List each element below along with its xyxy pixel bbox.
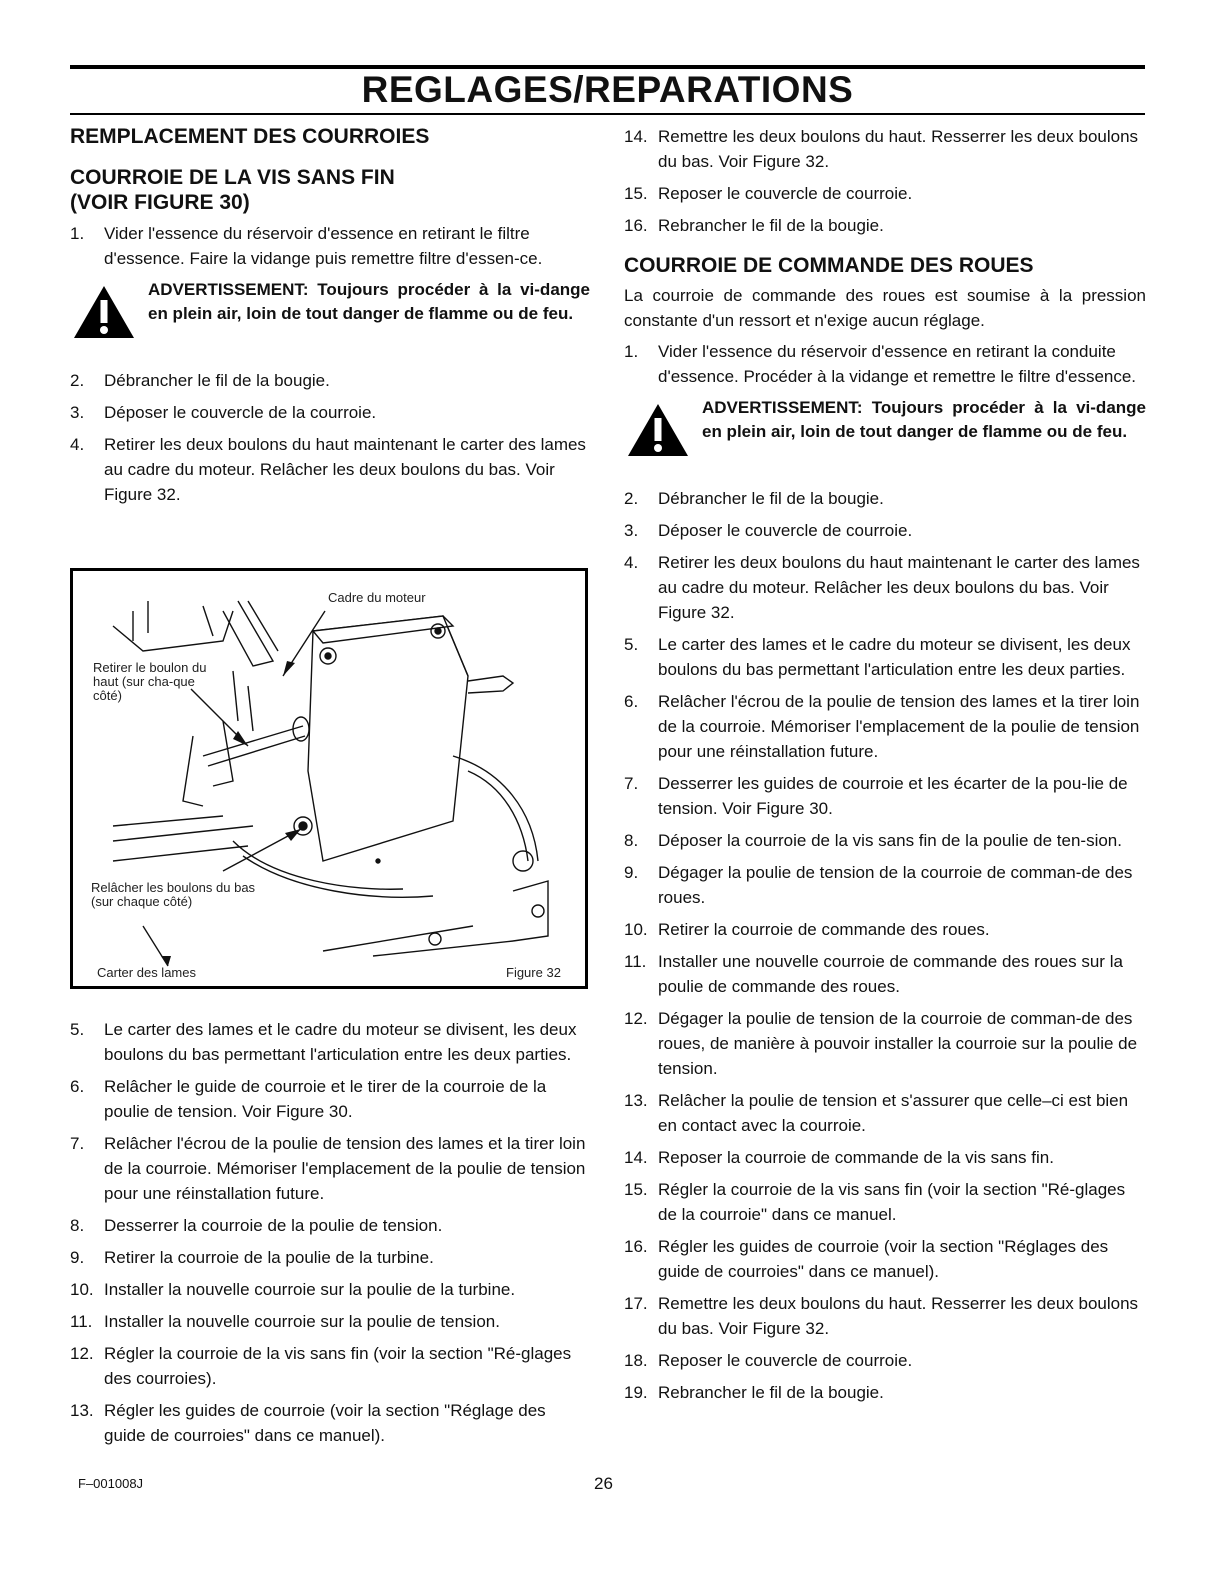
- list-item: [624, 518, 1146, 543]
- figure-number: Figure 32: [506, 965, 561, 980]
- step-text: Desserrer la courroie de la poulie de tension.: [104, 1216, 443, 1235]
- step-text: Remettre les deux boulons du haut. Resserrer les deux boulons du bas. Voir Figure 32.: [658, 127, 1139, 171]
- step-text: Vider l'essence du réservoir d'essence en retirant la conduite d'essence. Procéder à la vidange et remettre le filtre d'essence.: [658, 342, 1137, 386]
- label-relacher-boulons: Relâcher les boulons du bas (sur chaque côté): [91, 880, 256, 909]
- step-number: 9.: [70, 1248, 85, 1267]
- step-number: 7.: [624, 774, 639, 793]
- page-number: 26: [594, 1474, 613, 1493]
- step-text: Installer la nouvelle courroie sur la poulie de tension.: [104, 1312, 500, 1331]
- step-text: Dégager la poulie de tension de la courroie de comman-de des roues.: [658, 863, 1133, 907]
- step-text: Reposer la courroie de commande de la vis sans fin.: [658, 1148, 1054, 1167]
- section-title-wheel-drive-belt: COURROIE DE COMMANDE DES ROUES: [624, 254, 1034, 277]
- list-item: [624, 771, 1146, 821]
- right-column: [624, 124, 1146, 1412]
- warning-block-left: [70, 278, 590, 358]
- step-number: 2.: [624, 489, 639, 508]
- section-title-belt-replacement: REMPLACEMENT DES COURROIES: [70, 125, 430, 148]
- list-item: [70, 432, 590, 507]
- step-text: Déposer la courroie de la vis sans fin de la poulie de ten-sion.: [658, 831, 1122, 850]
- step-text: Relâcher le guide de courroie et le tirer de la courroie de la poulie de tension. Voir Figure 30.: [104, 1077, 547, 1121]
- step-number: 7.: [70, 1134, 85, 1153]
- step-text: Retirer la courroie de commande des roues.: [658, 920, 990, 939]
- step-text: Le carter des lames et le cadre du moteur se divisent, les deux boulons du bas permettant l'articulation entre les deux parties.: [658, 635, 1131, 679]
- step-number: 13.: [624, 1091, 648, 1110]
- list-item: [624, 339, 1146, 389]
- warning-text: ADVERTISSEMENT: Toujours procéder à la vi-dange en plein air, loin de tout danger de flamme ou de feu.: [702, 398, 1146, 441]
- step-number: 6.: [624, 692, 639, 711]
- list-item: [624, 1177, 1146, 1227]
- list-item: [624, 213, 1146, 238]
- step-number: 15.: [624, 184, 648, 203]
- list-item: [70, 368, 590, 393]
- step-number: 5.: [70, 1020, 85, 1039]
- document-code: F–001008J: [78, 1476, 144, 1491]
- step-text: Régler la courroie de la vis sans fin (voir la section "Ré-glages des courroies).: [104, 1344, 572, 1388]
- step-number: 12.: [624, 1009, 648, 1028]
- warning-text: ADVERTISSEMENT: Toujours procéder à la vi-dange en plein air, loin de tout danger de flamme ou de feu.: [148, 280, 590, 323]
- step-number: 1.: [624, 342, 639, 361]
- step-text: Installer une nouvelle courroie de commande des roues sur la poulie de commande des roues.: [658, 952, 1123, 996]
- list-item: [70, 400, 590, 425]
- list-item: [624, 1291, 1146, 1341]
- step-number: 1.: [70, 224, 85, 243]
- step-text: Débrancher le fil de la bougie.: [658, 489, 884, 508]
- list-item: [70, 1131, 590, 1206]
- left-steps-c: [70, 1017, 590, 1448]
- list-item: [624, 1234, 1146, 1284]
- step-text: Reposer le couvercle de courroie.: [658, 184, 913, 203]
- step-text: Débrancher le fil de la bougie.: [104, 371, 330, 390]
- list-item: [70, 1341, 590, 1391]
- step-text: Retirer les deux boulons du haut maintenant le carter des lames au cadre du moteur. Relâcher les deux boulons du bas. Voir Figure 32.: [104, 435, 586, 504]
- step-text: Remettre les deux boulons du haut. Resserrer les deux boulons du bas. Voir Figure 32.: [658, 1294, 1139, 1338]
- subsection-title-line1: COURROIE DE LA VIS SANS FIN: [70, 166, 395, 189]
- step-number: 19.: [624, 1383, 648, 1402]
- right-steps-continued: [624, 124, 1146, 238]
- list-item: [624, 632, 1146, 682]
- step-number: 11.: [70, 1312, 93, 1331]
- list-item: [624, 1088, 1146, 1138]
- list-item: [624, 1006, 1146, 1081]
- step-number: 8.: [70, 1216, 85, 1235]
- list-item: [70, 1074, 590, 1124]
- list-item: [70, 1309, 590, 1334]
- list-item: [624, 1348, 1146, 1373]
- list-item: [624, 124, 1146, 174]
- wheel-belt-intro: La courroie de commande des roues est soumise à la pression constante d'un ressort et n'exige aucun réglage.: [624, 286, 1146, 330]
- step-text: Installer la nouvelle courroie sur la poulie de la turbine.: [104, 1280, 516, 1299]
- step-number: 5.: [624, 635, 639, 654]
- figure-32-illustration: [73, 571, 585, 986]
- warning-block-right: [624, 396, 1146, 476]
- list-item: [70, 1245, 590, 1270]
- list-item: [70, 1277, 590, 1302]
- step-number: 14.: [624, 127, 648, 146]
- step-number: 17.: [624, 1294, 648, 1313]
- list-item: [624, 181, 1146, 206]
- list-item: [624, 486, 1146, 511]
- step-number: 3.: [624, 521, 639, 540]
- list-item: [624, 550, 1146, 625]
- list-item: [70, 1017, 590, 1067]
- warning-triangle-icon: [626, 402, 690, 458]
- list-item: [70, 1398, 590, 1448]
- step-text: Desserrer les guides de courroie et les écarter de la pou-lie de tension. Voir Figure 30.: [658, 774, 1128, 818]
- label-retirer-boulon: Retirer le boulon du haut (sur cha-que côté): [93, 660, 207, 703]
- step-text: Dégager la poulie de tension de la courroie de comman-de des roues, de manière à pouvoir installer la courroie sur la poulie de tension.: [658, 1009, 1138, 1078]
- step-text: Relâcher la poulie de tension et s'assurer que celle–ci est bien en contact avec la courroie.: [658, 1091, 1129, 1135]
- list-item: [624, 949, 1146, 999]
- step-text: Régler les guides de courroie (voir la section "Réglages des guide de courroies" dans ce manuel).: [658, 1237, 1109, 1281]
- step-number: 10.: [624, 920, 648, 939]
- list-item: [70, 221, 590, 271]
- page-title: REGLAGES/REPARATIONS: [361, 69, 854, 110]
- step-text: Régler les guides de courroie (voir la section "Réglage des guide de courroies" dans ce manuel).: [104, 1401, 546, 1445]
- left-column: [70, 124, 590, 514]
- step-text: Déposer le couvercle de courroie.: [658, 521, 913, 540]
- step-text: Relâcher l'écrou de la poulie de tension des lames et la tirer loin de la courroie. Mémoriser l'emplacement de la poulie de tension pour une réinstallation future.: [104, 1134, 586, 1203]
- right-steps-b: [624, 486, 1146, 1405]
- step-text: Le carter des lames et le cadre du moteur se divisent, les deux boulons du bas permettant l'articulation entre les deux parties.: [104, 1020, 577, 1064]
- list-item: [624, 689, 1146, 764]
- step-text: Relâcher l'écrou de la poulie de tension des lames et la tirer loin de la courroie. Mémoriser l'emplacement de la poulie de tension pour une réinstallation future.: [658, 692, 1140, 761]
- step-number: 16.: [624, 216, 648, 235]
- step-text: Rebrancher le fil de la bougie.: [658, 1383, 884, 1402]
- step-text: Reposer le couvercle de courroie.: [658, 1351, 913, 1370]
- step-text: Vider l'essence du réservoir d'essence en retirant le filtre d'essence. Faire la vidange puis remettre filtre d'essen-ce.: [104, 224, 543, 268]
- step-number: 3.: [70, 403, 85, 422]
- list-item: [624, 1380, 1146, 1405]
- list-item: [70, 1213, 590, 1238]
- list-item: [624, 860, 1146, 910]
- list-item: [624, 1145, 1146, 1170]
- step-number: 10.: [70, 1280, 94, 1299]
- header-rule-bottom: [70, 113, 1145, 115]
- step-number: 8.: [624, 831, 639, 850]
- subsection-title-line2: (VOIR FIGURE 30): [70, 191, 250, 214]
- figure-32: [70, 568, 588, 989]
- list-item: [624, 828, 1146, 853]
- step-number: 18.: [624, 1351, 648, 1370]
- step-number: 14.: [624, 1148, 648, 1167]
- step-number: 2.: [70, 371, 85, 390]
- list-item: [624, 917, 1146, 942]
- step-number: 6.: [70, 1077, 85, 1096]
- step-number: 9.: [624, 863, 639, 882]
- label-carter-des-lames: Carter des lames: [97, 965, 196, 980]
- label-cadre-du-moteur: Cadre du moteur: [328, 590, 426, 605]
- step-number: 15.: [624, 1180, 648, 1199]
- step-number: 12.: [70, 1344, 94, 1363]
- step-number: 16.: [624, 1237, 648, 1256]
- step-text: Rebrancher le fil de la bougie.: [658, 216, 884, 235]
- step-number: 13.: [70, 1401, 94, 1420]
- step-number: 4.: [624, 553, 639, 572]
- left-steps-a: [70, 221, 590, 271]
- step-text: Régler la courroie de la vis sans fin (voir la section "Ré-glages de la courroie" dans ce manuel.: [658, 1180, 1126, 1224]
- step-text: Retirer la courroie de la poulie de la turbine.: [104, 1248, 434, 1267]
- left-column-bottom: [70, 1017, 590, 1455]
- right-steps-a: [624, 339, 1146, 389]
- step-number: 11.: [624, 952, 647, 971]
- left-steps-b: [70, 368, 590, 507]
- step-text: Retirer les deux boulons du haut maintenant le carter des lames au cadre du moteur. Relâcher les deux boulons du bas. Voir Figure 32.: [658, 553, 1140, 622]
- step-number: 4.: [70, 435, 85, 454]
- step-text: Déposer le couvercle de la courroie.: [104, 403, 377, 422]
- warning-triangle-icon: [72, 284, 136, 340]
